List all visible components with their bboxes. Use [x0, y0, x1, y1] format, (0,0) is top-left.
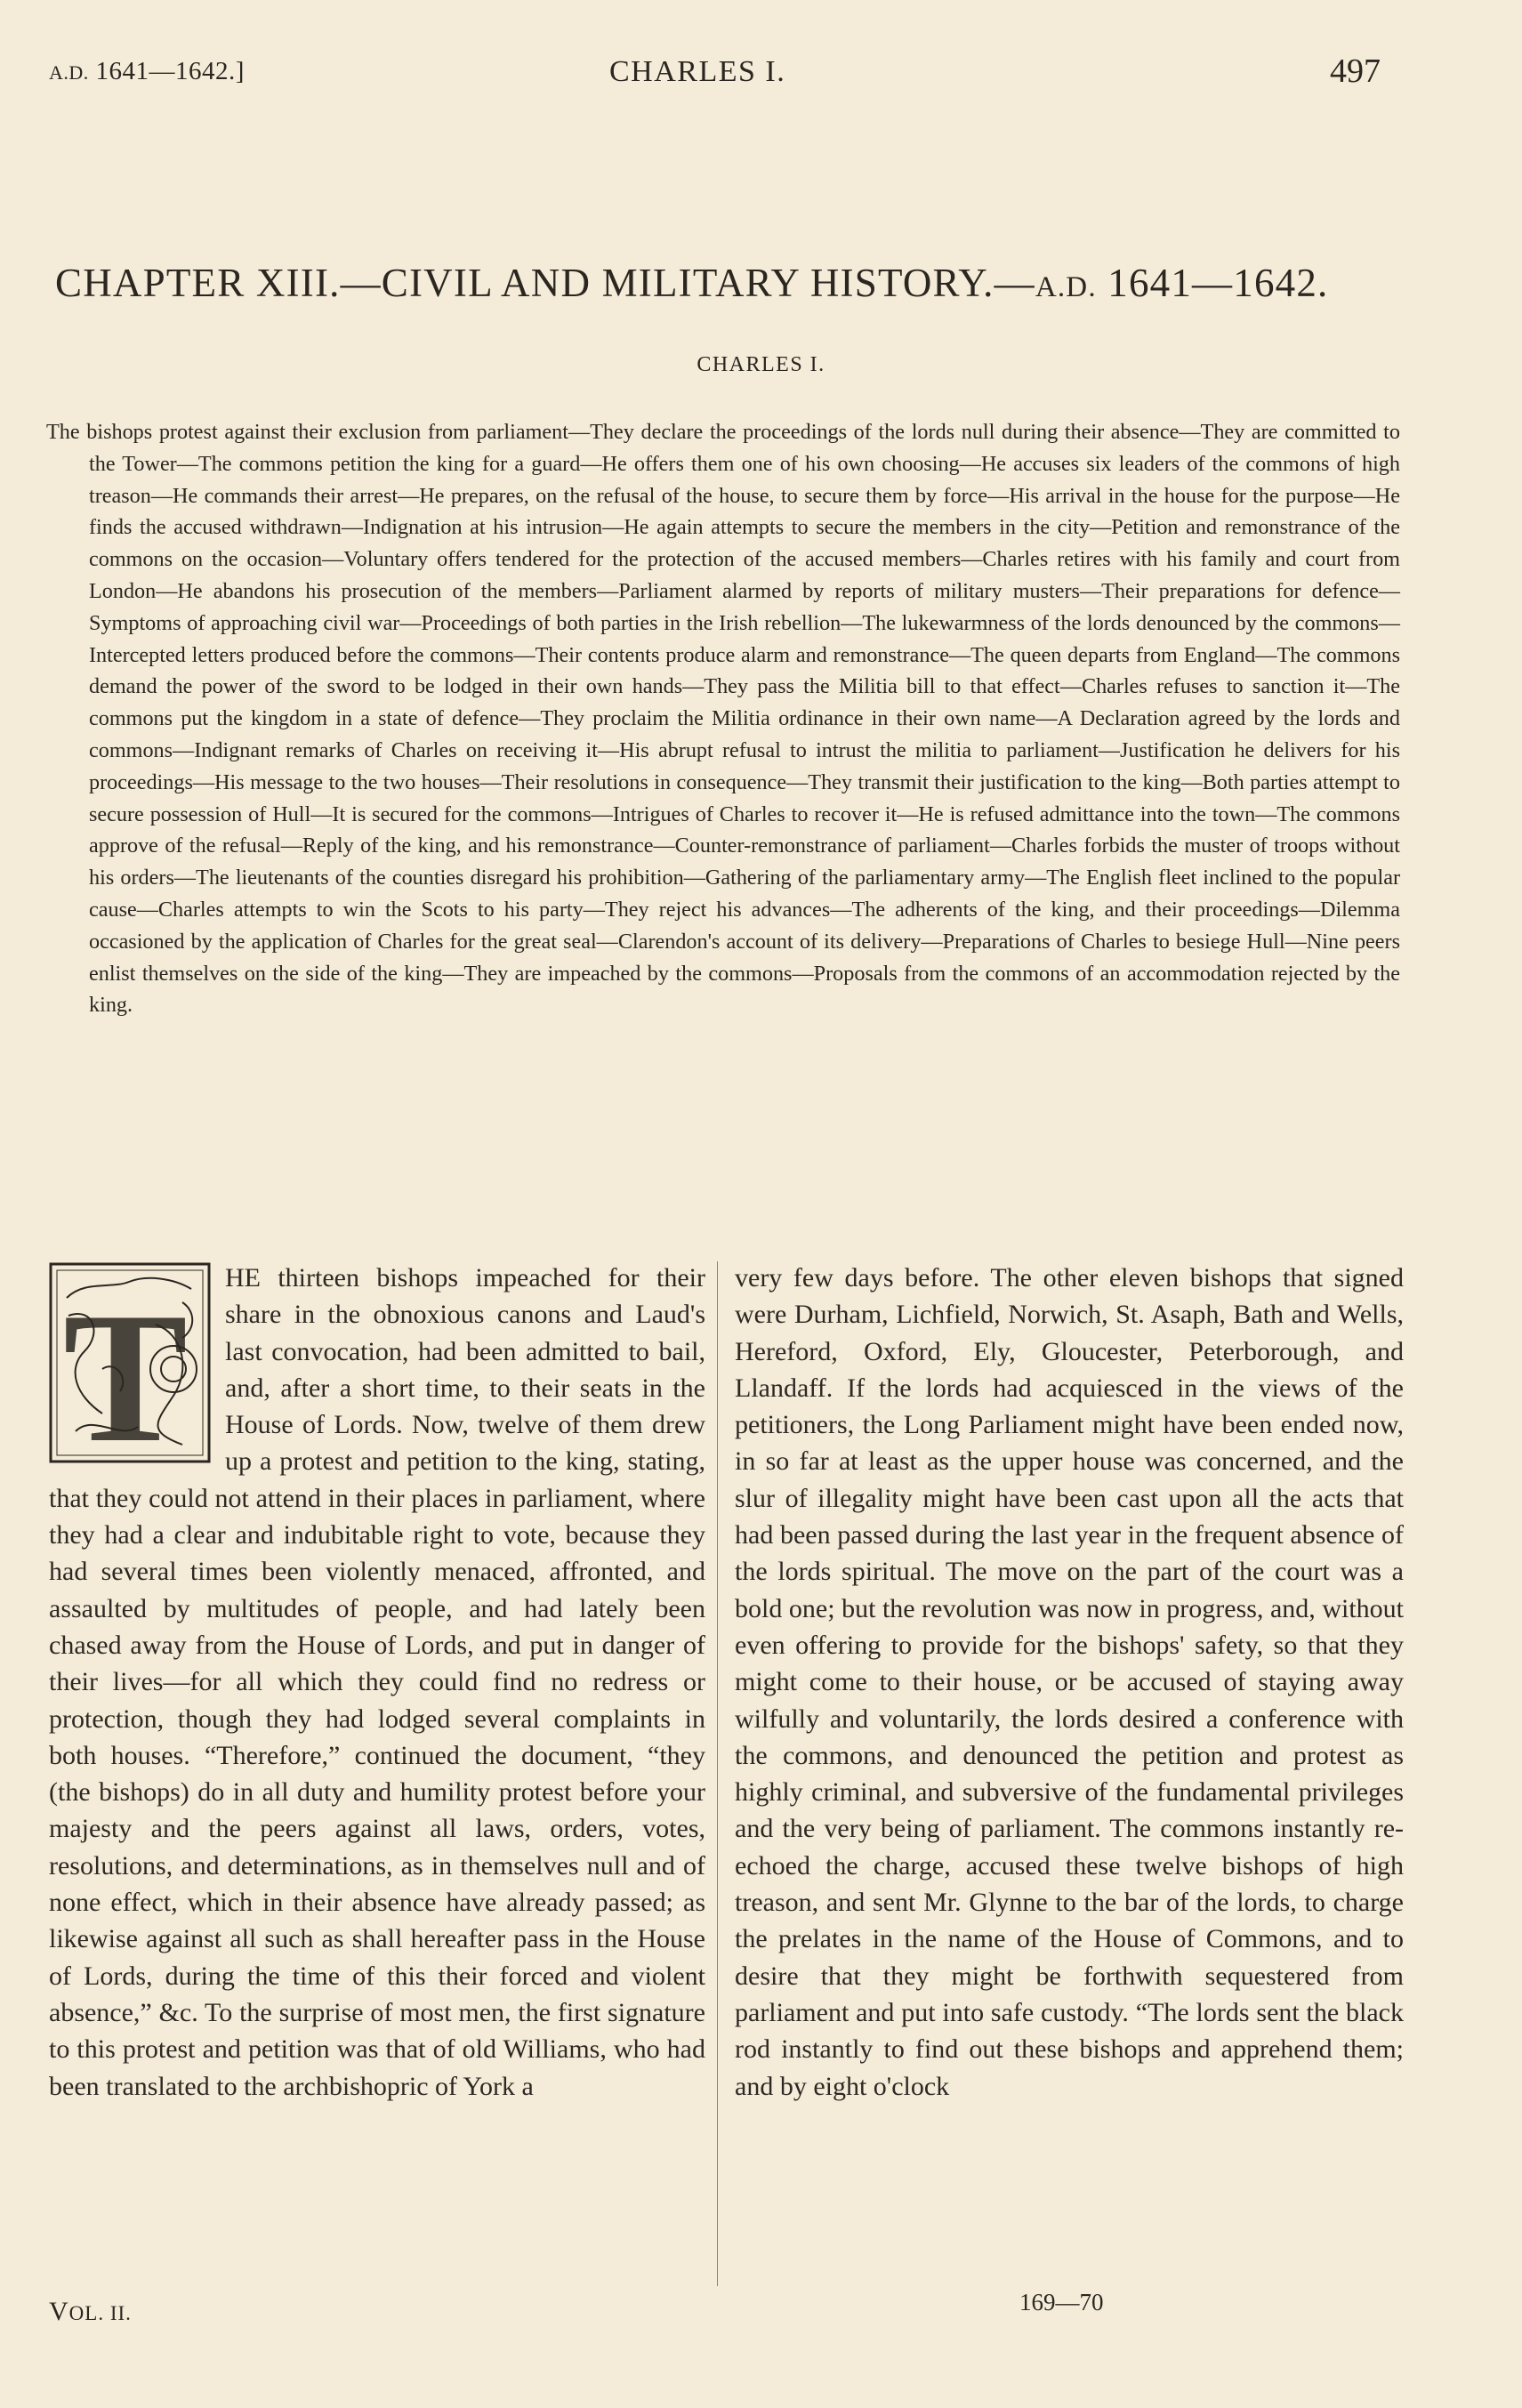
- left-column-text: HE thirteen bishops impeached for their share in the obnoxious canons and Laud's last convocation, had been admitted to bail, and, after a short time, to their seats in the House of Lords. Now, twelve of them drew up a protest and petition to the king, stating, that they could not attend in their places in parliament, where they had a clear and indubitable right to vote, because they had several times been violently menaced, affronted, and assaulted by multitudes of people, and had lately been chased away from the House of Lords, and put in danger of their lives—for all which they could find no redress or protection, though they had lodged several complaints in both houses. “Therefore,” continued the document, “they (the bishops) do in all duty and humility protest before your majesty and the peers against all laws, orders, votes, resolutions, and determinations, as in themselves null and of none effect, which in their absence have already passed; as likewise against all such as shall hereafter pass in the House of Lords, during the time of this their forced and violent absence,” &c. To the surprise of most men, the first signature to this protest and petition was that of old Williams, who had been translated to the archbishopric of York a: [49, 1263, 705, 2101]
- right-column: [735, 1260, 1404, 2105]
- dropcap-letter: T: [63, 1275, 189, 1463]
- column-divider: [717, 1261, 718, 2286]
- left-column: [49, 1260, 705, 2105]
- right-column-text: very few days before. The other eleven bishops that signed were Durham, Lichfield, Norwich, St. Asaph, Bath and Wells, Hereford, Oxford, Ely, Gloucester, Peterborough, and Llandaff. If the lords had acquiesced in the views of the petitioners, the Long Parliament might have been ended now, in so far at least as the upper house was concerned, and the slur of illegality might have been cast upon all the acts that had been passed during the last year in the frequent absence of the lords spiritual. The move on the part of the court was a bold one; but the revolution was now in progress, and, without even offering to provide for the bishops' safety, so that they might come to their house, or be accused of staying away wilfully and voluntarily, the lords desired a conference with the commons, and denounced the petition and protest as highly criminal, and subversive of the fundamental privileges and the very being of parliament. The commons instantly re-echoed the charge, accused these twelve bishops of high treason, and sent Mr. Glynne to the bar of the lords, to charge the prelates in the name of the House of Commons, and to desire that they might be forthwith sequestered from parliament and put into safe custody. “The lords sent the black rod instantly to find out these bishops and apprehend them; and by eight o'clock: [735, 1263, 1404, 2101]
- volume-prefix: V: [49, 2297, 69, 2326]
- dropcap-initial: [49, 1262, 211, 1463]
- volume-rest: OL. II.: [68, 2302, 132, 2324]
- volume-footer: [49, 2297, 132, 2327]
- chapter-title-years: 1641—1642.: [1107, 261, 1329, 305]
- running-head-date: [49, 57, 245, 86]
- running-head-title: CHARLES I.: [609, 55, 786, 88]
- chapter-summary: The bishops protest against their exclusion from parliament—They declare the proceedings of the lords null during their absence—They are committed to the Tower—The commons petition the king for a guard—He offers them one of his own choosing—He accuses six leaders of the commons of high treason—He commands their arrest—He prepares, on the refusal of the house, to secure them by force—His arrival in the house for the purpose—He finds the accused withdrawn—Indignation at his intrusion—He again attempts to secure the members in the city—Petition and remonstrance of the commons on the occasion—Voluntary offers tendered for the protection of the accused members—Charles retires with his family and court from London—He abandons his prosecution of the members—Parliament alarmed by reports of military musters—Their preparations for defence—Symptoms of approaching civil war—Proceedings of both parties in the Irish rebellion—The lukewarmness of the lords denounced by the commons—Intercepted letters produced before the commons—Their contents produce alarm and remonstrance—The queen departs from England—The commons demand the power of the sword to be lodged in their own hands—They pass the Militia bill to that effect—Charles refuses to sanction it—The commons put the kingdom in a state of defence—They proclaim the Militia ordinance in their own name—A Declaration agreed by the lords and commons—Indignant remarks of Charles on receiving it—His abrupt refusal to intrust the militia to parliament—Justification he delivers for his proceedings—His message to the two houses—Their resolutions in consequence—They transmit their justification to the king—Both parties attempt to secure possession of Hull—It is secured for the commons—Intrigues of Charles to recover it—He is refused admittance into the town—The commons approve of the refusal—Reply of the king, and his remonstrance—Counter-remonstrance of parliament—Charles forbids the muster of troops without his orders—The lieutenants of the counties disregard his prohibition—Gathering of the parliamentary army—The English fleet inclined to the popular cause—Charles attempts to win the Scots to his party—They reject his advances—The adherents of the king, and their proceedings—Dilemma occasioned by the application of Charles for the great seal—Clarendon's account of its delivery—Preparations of Charles to besiege Hull—Nine peers enlist themselves on the side of the king—They are impeached by the commons—Proposals from the commons of an accommodation rejected by the king.: [46, 420, 1400, 1018]
- running-head: [49, 52, 1383, 96]
- ornamental-initial-icon: [49, 1262, 211, 1463]
- signature-mark: 169—70: [1019, 2289, 1104, 2315]
- running-head-years: 1641—1642.]: [95, 57, 245, 85]
- running-head-ad: A.D.: [49, 61, 89, 84]
- chapter-title-ad: A.D.: [1035, 271, 1097, 303]
- chapter-title-text: CHAPTER XIII.—CIVIL AND MILITARY HISTORY.—: [55, 261, 1035, 305]
- reign-subheading: CHARLES I.: [697, 353, 825, 376]
- page-number: 497: [1330, 52, 1381, 90]
- chapter-title: [55, 260, 1443, 306]
